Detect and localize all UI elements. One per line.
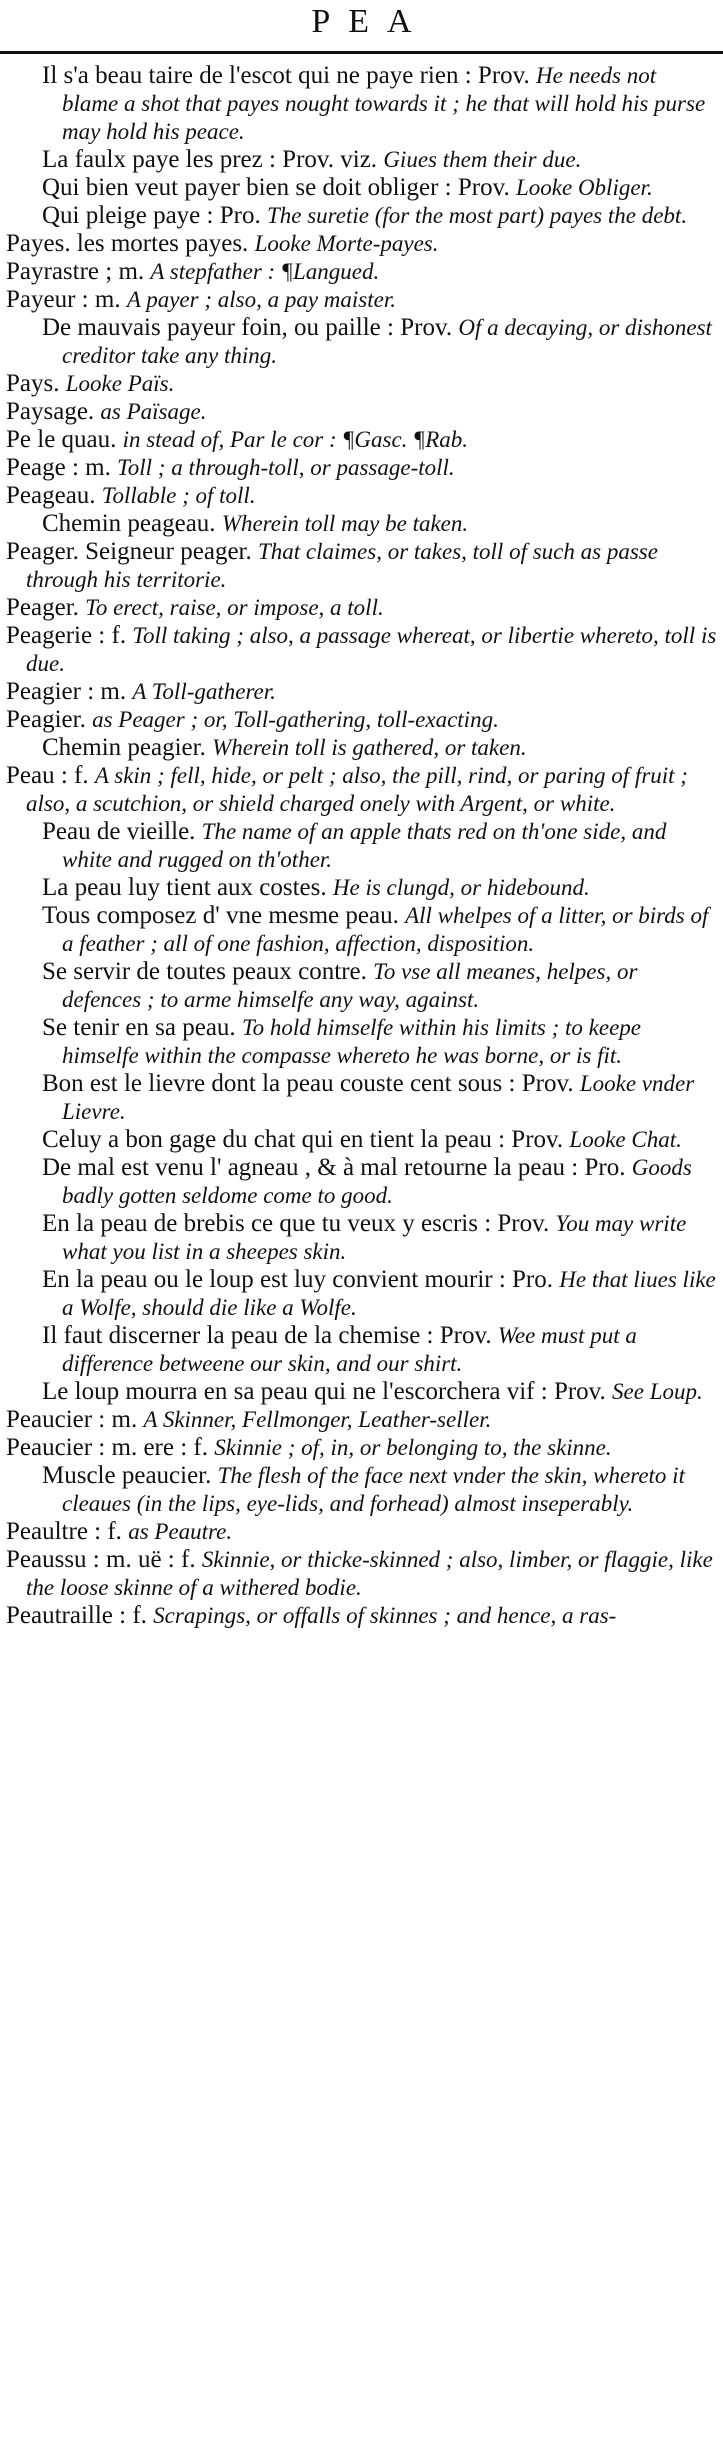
headword-entry (6, 426, 718, 454)
entry-english: You may write what you list in a sheepes skin. (62, 1211, 687, 1264)
entry-french: Peau de vieille. (42, 818, 196, 845)
entry-english: To erect, raise, or impose, a toll. (85, 595, 384, 620)
sub-entry (6, 902, 718, 958)
entry-french: Il s'a beau taire de l'escot qui ne paye rien : Prov. (42, 62, 530, 89)
entry-french: Peaucier : m. (6, 1406, 138, 1433)
entry-english: Of a decaying, or dishonest creditor take any thing. (62, 315, 712, 368)
entry-english: Giues them their due. (383, 147, 582, 172)
entry-list (6, 62, 718, 1630)
entry-english: Toll taking ; also, a passage whereat, or libertie whereto, toll is due. (26, 623, 717, 676)
sub-entry (6, 62, 718, 146)
entry-french: Payrastre ; m. (6, 258, 145, 285)
entry-english: Looke Païs. (65, 371, 175, 396)
entry-french: Peaultre : f. (6, 1518, 122, 1545)
headword-entry (6, 678, 718, 706)
entry-english: A Skinner, Fellmonger, Leather-seller. (143, 1407, 492, 1432)
entry-french: Celuy a bon gage du chat qui en tient la peau : Prov. (42, 1126, 564, 1153)
entry-english: He needs not blame a shot that payes nought towards it ; he that will hold his purse may hold his peace. (62, 63, 706, 144)
sub-entry (6, 510, 718, 538)
headword-entry (6, 1602, 718, 1630)
entry-french: De mauvais payeur foin, ou paille : Prov. (42, 314, 453, 341)
entry-english: A skin ; fell, hide, or pelt ; also, the pill, rind, or paring of fruit ; also, a scutchion, or shield charged onely with Argent, or white. (26, 763, 688, 816)
headword-entry (6, 1518, 718, 1546)
entry-english: Wherein toll is gathered, or taken. (212, 735, 527, 760)
header-rule (0, 51, 723, 54)
entry-english: He is clungd, or hidebound. (332, 875, 590, 900)
entry-french: Chemin peageau. (42, 510, 216, 537)
entry-french: Pays. (6, 370, 60, 397)
entry-french: Chemin peagier. (42, 734, 206, 761)
headword-entry (6, 594, 718, 622)
entry-english: Looke Obliger. (515, 175, 653, 200)
entry-french: Peautraille : f. (6, 1602, 147, 1629)
entry-french: Tous composez d' vne mesme peau. (42, 902, 399, 929)
entry-french: De mal est venu l' agneau , & à mal retourne la peau : Pro. (42, 1154, 626, 1181)
entry-english: The flesh of the face next vnder the skin, whereto it cleaues (in the lips, eye-lids, and forhead) almost inseperably. (62, 1463, 685, 1516)
entry-french: En la peau de brebis ce que tu veux y escris : Prov. (42, 1210, 550, 1237)
entry-french: Paysage. (6, 398, 95, 425)
entry-english: as Peager ; or, Toll-gathering, toll-exacting. (92, 707, 499, 732)
entry-french: Qui pleige paye : Pro. (42, 202, 261, 229)
headword-entry (6, 706, 718, 734)
headword-entry (6, 482, 718, 510)
headword-entry (6, 1546, 718, 1602)
entry-english: To hold himselfe within his limits ; to keepe himselfe within the compasse whereto he was borne, or is fit. (62, 1015, 642, 1068)
headword-entry (6, 370, 718, 398)
entry-french: Peager. (6, 594, 79, 621)
sub-entry (6, 1126, 718, 1154)
entry-english: Looke Chat. (569, 1127, 682, 1152)
entry-french: Peaussu : m. uë : f. (6, 1546, 196, 1573)
entry-french: Peagier : m. (6, 678, 127, 705)
entry-french: Le loup mourra en sa peau qui ne l'escorchera vif : Prov. (42, 1378, 606, 1405)
entry-french: Il faut discerner la peau de la chemise : Prov. (42, 1322, 492, 1349)
sub-entry (6, 734, 718, 762)
entry-english: All whelpes of a litter, or birds of a feather ; all of one fashion, affection, disposition. (62, 903, 709, 956)
entry-english: Goods badly gotten seldome come to good. (62, 1155, 692, 1208)
headword-entry (6, 230, 718, 258)
sub-entry (6, 1266, 718, 1322)
entry-english: He that liues like a Wolfe, should die like a Wolfe. (62, 1267, 716, 1320)
entry-french: Se tenir en sa peau. (42, 1014, 236, 1041)
entry-english: A Toll-gatherer. (132, 679, 276, 704)
headword-entry (6, 622, 718, 678)
entry-english: To vse all meanes, helpes, or defences ; to arme himselfe any way, against. (62, 959, 638, 1012)
headword-entry (6, 258, 718, 286)
entry-french: Payeur : m. (6, 286, 121, 313)
sub-entry (6, 174, 718, 202)
sub-entry (6, 146, 718, 174)
sub-entry (6, 1154, 718, 1210)
sub-entry (6, 1378, 718, 1406)
entry-french: Pe le quau. (6, 426, 117, 453)
entry-french: Payes. les mortes payes. (6, 230, 249, 257)
entry-english: Toll ; a through-toll, or passage-toll. (117, 455, 455, 480)
entry-english: Skinnie, or thicke-skinned ; also, limber, or flaggie, like the loose skinne of a withered bodie. (26, 1547, 713, 1600)
sub-entry (6, 1462, 718, 1518)
entry-french: En la peau ou le loup est luy convient mourir : Pro. (42, 1266, 554, 1293)
entry-french: La faulx paye les prez : Prov. viz. (42, 146, 378, 173)
sub-entry (6, 202, 718, 230)
headword-entry (6, 762, 718, 818)
headword-entry (6, 1406, 718, 1434)
entry-french: Peagier. (6, 706, 86, 733)
headword-entry (6, 1434, 718, 1462)
sub-entry (6, 1322, 718, 1378)
sub-entry (6, 1210, 718, 1266)
entry-english: That claimes, or takes, toll of such as passe through his territorie. (26, 539, 658, 592)
entry-english: Wee must put a difference betweene our skin, and our shirt. (62, 1323, 637, 1376)
entry-english: Tollable ; of toll. (101, 483, 256, 508)
entry-english: in stead of, Par le cor : ¶Gasc. ¶Rab. (122, 427, 469, 452)
entry-french: Peagerie : f. (6, 622, 127, 649)
entry-english: The suretie (for the most part) payes the debt. (266, 203, 688, 228)
headword-entry (6, 398, 718, 426)
running-head: PEA (311, 3, 430, 40)
headword-entry (6, 286, 718, 314)
entry-english: Wherein toll may be taken. (221, 511, 469, 536)
sub-entry (6, 1014, 718, 1070)
entry-english: Scrapings, or offalls of skinnes ; and hence, a ras- (153, 1603, 617, 1628)
headword-entry (6, 538, 718, 594)
entry-french: Peager. Seigneur peager. (6, 538, 252, 565)
sub-entry (6, 874, 718, 902)
entry-english: as Païsage. (100, 399, 207, 424)
entry-french: Peau : f. (6, 762, 89, 789)
entry-english: Looke vnder Lievre. (62, 1071, 695, 1124)
entry-french: La peau luy tient aux costes. (42, 874, 327, 901)
entry-french: Peaucier : m. ere : f. (6, 1434, 208, 1461)
entry-french: Peage : m. (6, 454, 111, 481)
entry-english: as Peautre. (128, 1519, 233, 1544)
headword-entry (6, 454, 718, 482)
entry-english: A payer ; also, a pay maister. (126, 287, 396, 312)
entry-english: Looke Morte-payes. (254, 231, 439, 256)
entry-english: Skinnie ; of, in, or belonging to, the skinne. (214, 1435, 612, 1460)
entry-french: Muscle peaucier. (42, 1462, 212, 1489)
entry-french: Se servir de toutes peaux contre. (42, 958, 367, 985)
sub-entry (6, 818, 718, 874)
entry-french: Bon est le lievre dont la peau couste cent sous : Prov. (42, 1070, 574, 1097)
entry-english: See Loup. (612, 1379, 703, 1404)
entry-french: Peageau. (6, 482, 96, 509)
sub-entry (6, 958, 718, 1014)
sub-entry (6, 314, 718, 370)
entry-french: Qui bien veut payer bien se doit obliger : Prov. (42, 174, 510, 201)
sub-entry (6, 1070, 718, 1126)
entry-english: The name of an apple thats red on th'one side, and white and rugged on th'other. (62, 819, 667, 872)
entry-english: A stepfather : ¶Langued. (150, 259, 380, 284)
